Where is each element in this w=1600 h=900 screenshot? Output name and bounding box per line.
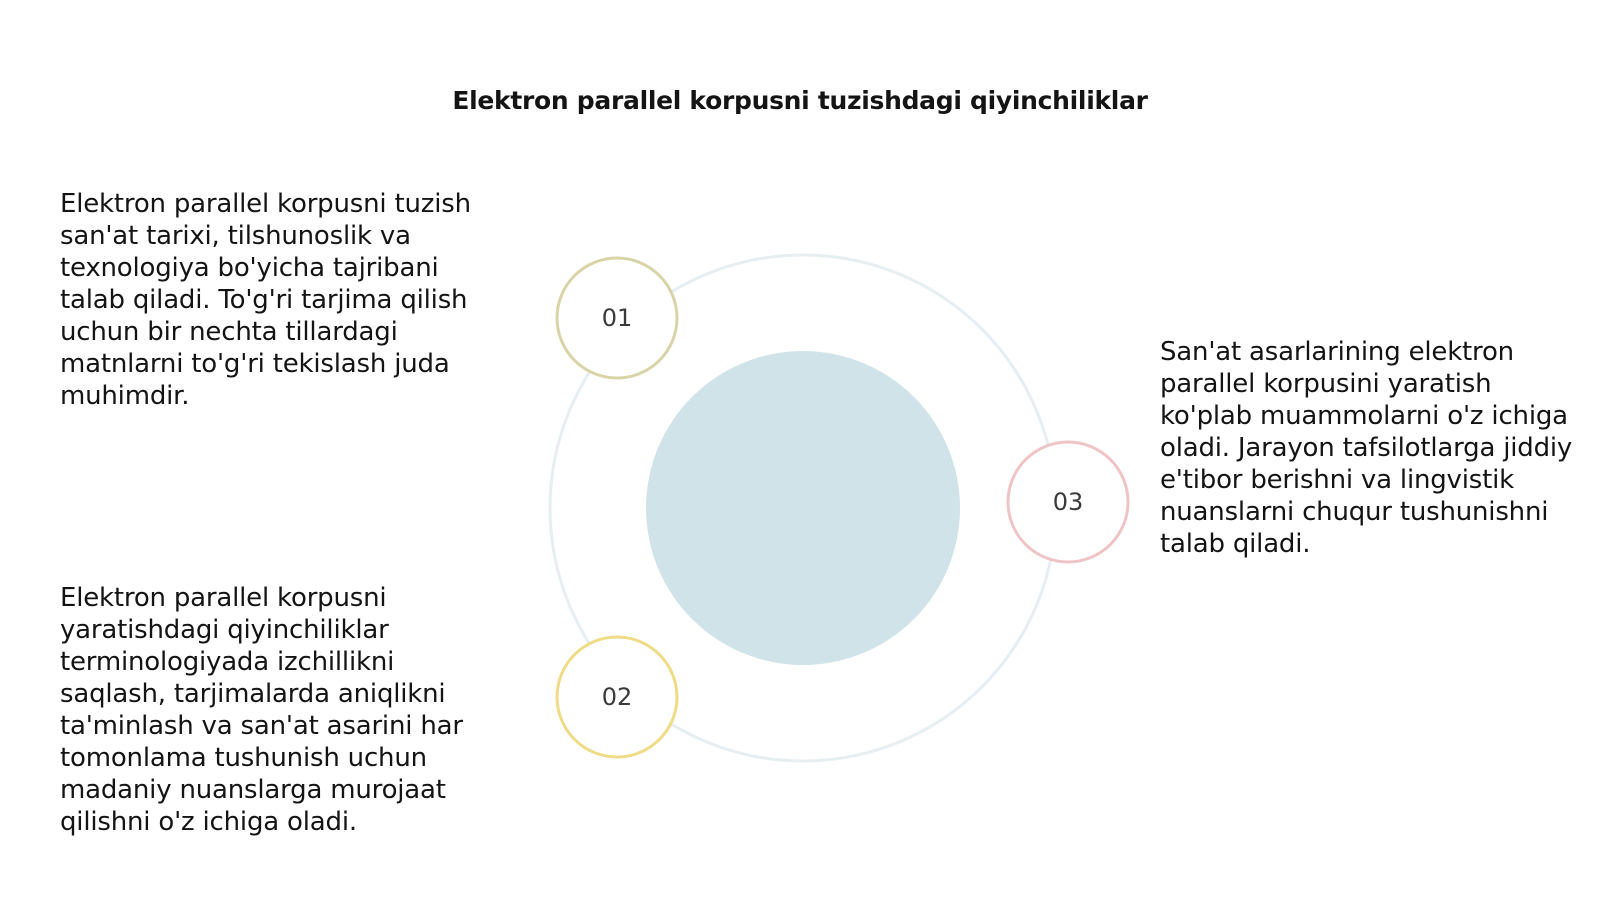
center-circle bbox=[646, 351, 960, 665]
step-01-description: Elektron parallel korpusni tuzish san'at tarixi, tilshunoslik va texnologiya bo'yicha tajribani talab qiladi. To'g'ri tarjima qilish uchun bir nechta tillardagi matnlarni to'g'ri tekislash juda muhimdir. bbox=[60, 189, 471, 411]
step-02-description: Elektron parallel korpusni yaratishdagi qiyinchiliklar terminologiyada izchillikni saqlash, tarjimalarda aniqlikni ta'minlash va san'at asarini har tomonlama tushunish uchun madaniy nuanslarga murojaat qilishni o'z ichiga oladi. bbox=[60, 583, 463, 837]
step-02-number: 02 bbox=[601, 683, 633, 711]
step-03-number: 03 bbox=[1052, 488, 1084, 516]
step-03-marker bbox=[1008, 442, 1128, 562]
step-03-description: San'at asarlarining elektron parallel korpusini yaratish ko'plab muammolarni o'z ichiga oladi. Jarayon tafsilotlarga jiddiy e'tibor berishni va lingvistik nuanslarni chuqur tushunishni talab qiladi. bbox=[1160, 337, 1573, 559]
diagram-title: Elektron parallel korpusni tuzishdagi qiyinchiliklar bbox=[452, 86, 1148, 115]
step-02-marker bbox=[557, 637, 677, 757]
step-01-marker bbox=[557, 258, 677, 378]
step-01-number: 01 bbox=[601, 304, 633, 332]
